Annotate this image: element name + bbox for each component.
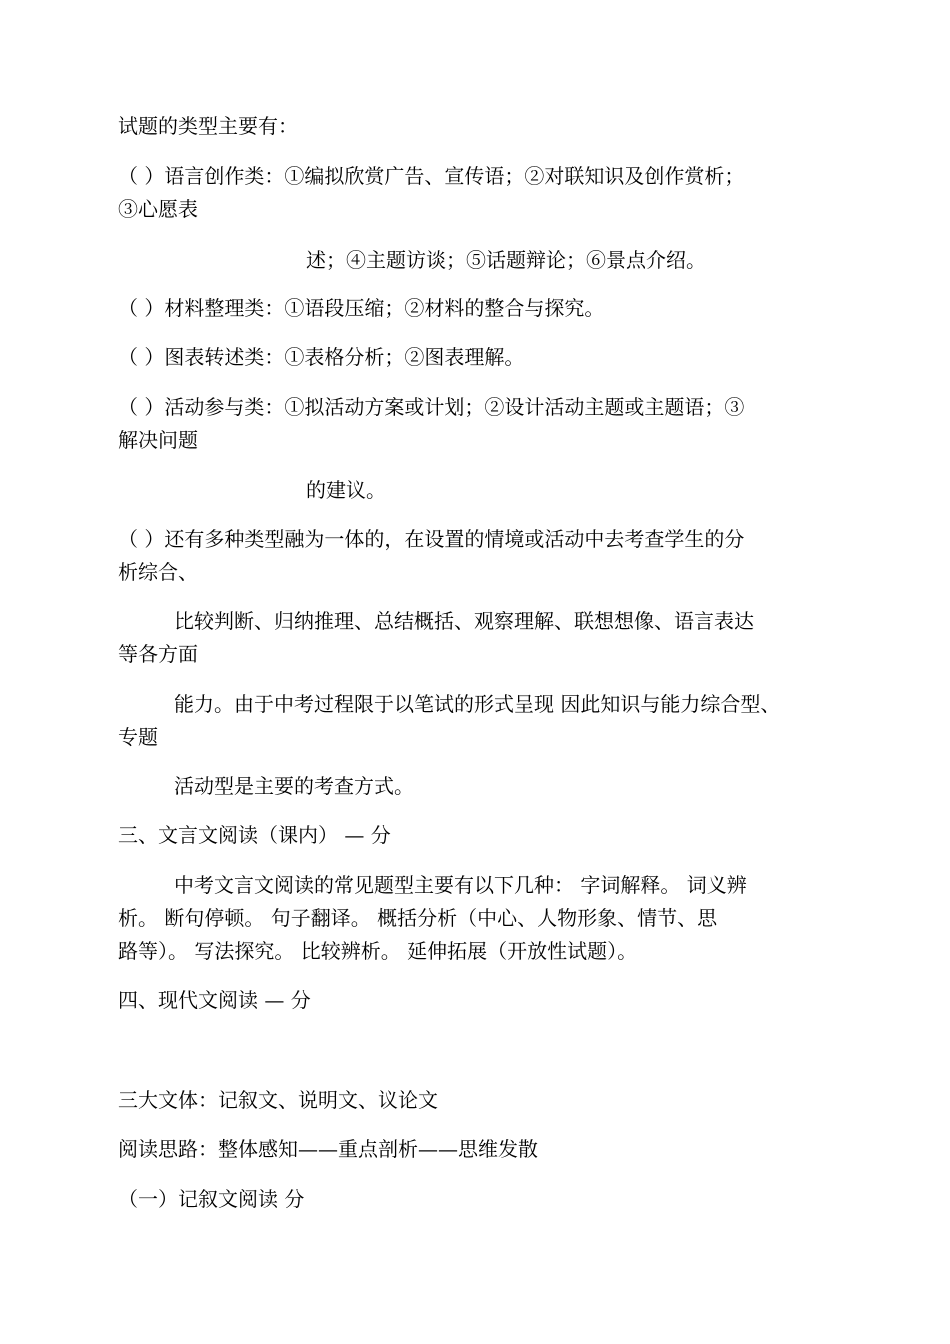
text-line: （ ）还有多种类型融为一体的，在设置的情境或活动中去考查学生的分 (118, 527, 745, 551)
text-line: 的建议。 (306, 478, 386, 502)
section-heading: 三、文言文阅读（课内） — 分 (118, 823, 391, 847)
text-line: 试题的类型主要有： (118, 114, 298, 138)
text-line: 三大文体：记叙文、说明文、议论文 (118, 1088, 438, 1112)
text-line: 阅读思路：整体感知——重点剖析——思维发散 (118, 1137, 538, 1161)
text-line: 述；④主题访谈；⑤话题辩论；⑥景点介绍。 (306, 248, 706, 272)
text-line: 比较判断、归纳推理、总结概括、观察理解、联想想像、语言表达 (174, 609, 754, 633)
text-line: 解决问题 (118, 428, 198, 452)
text-line: 等各方面 (118, 642, 198, 666)
section-heading: 四、现代文阅读 — 分 (118, 988, 311, 1012)
text-line: 活动型是主要的考查方式。 (174, 774, 414, 798)
text-line: ③心愿表 (118, 197, 198, 221)
text-line: 路等）。 写法探究。 比较辨析。 延伸拓展（开放性试题）。 (118, 939, 638, 963)
text-line: 能力。由于中考过程限于以笔试的形式呈现 因此知识与能力综合型、 (174, 692, 781, 716)
text-line: 析。 断句停顿。 句子翻译。 概括分析（中心、人物形象、情节、思 (118, 906, 718, 930)
text-line: （ ）图表转述类：①表格分析；②图表理解。 (118, 345, 525, 369)
text-line: （ ）活动参与类：①拟活动方案或计划；②设计活动主题或主题语；③ (118, 395, 745, 419)
subsection-heading: （一）记叙文阅读 分 (118, 1187, 305, 1211)
text-line: 析综合、 (118, 560, 198, 584)
text-line: 专题 (118, 725, 158, 749)
text-line: （ ）语言创作类：①编拟欣赏广告、宣传语；②对联知识及创作赏析； (118, 164, 745, 188)
text-line: （ ）材料整理类：①语段压缩；②材料的整合与探究。 (118, 296, 605, 320)
text-line: 中考文言文阅读的常见题型主要有以下几种： 字词解释。 词义辨 (174, 873, 747, 897)
